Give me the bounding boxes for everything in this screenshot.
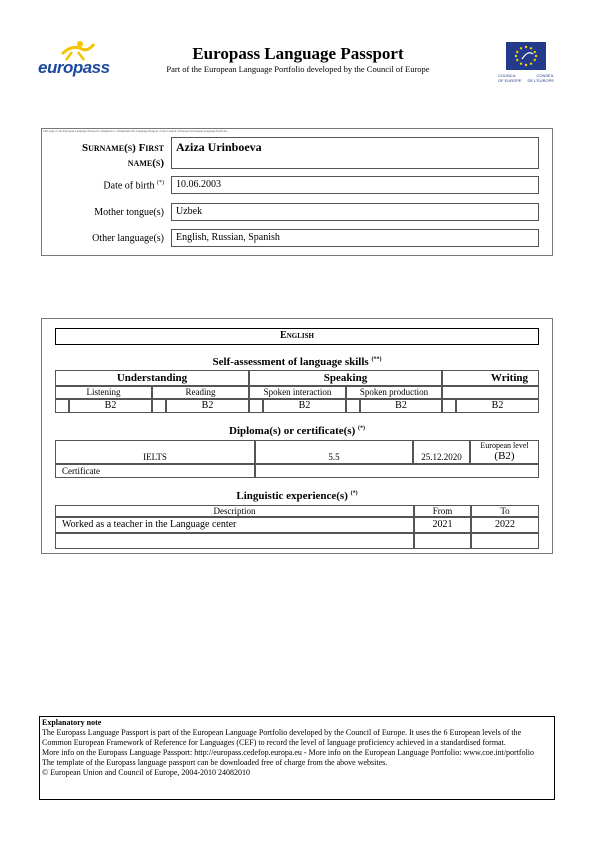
self-note-mark: (**) — [371, 356, 382, 363]
surname-label: Surname(s) First name(s) — [81, 142, 164, 169]
page-subtitle: Part of the European Language Portfolio developed by the Council of Europe — [166, 64, 430, 74]
level-spoken-production[interactable]: B2 — [360, 399, 442, 413]
level-interaction-code — [249, 399, 263, 413]
coe-label-fr-2: DE L'EUROPE — [527, 78, 554, 83]
experience-empty-from[interactable] — [414, 533, 471, 549]
diploma-empty-cell — [255, 464, 539, 478]
star-circle-icon — [506, 42, 546, 70]
experience-to[interactable]: 2022 — [471, 517, 539, 533]
fineprint: This page of the Europass Language Passport is designed to complement the Language Passport of the Council of Europe's European Language Portfolio. — [43, 129, 228, 133]
language-name: English — [280, 330, 314, 341]
experience-from[interactable]: 2021 — [414, 517, 471, 533]
note-line-4: © European Union and Council of Europe, 2004-2010 24082010 — [42, 768, 251, 777]
level-writing-code — [442, 399, 456, 413]
coe-label-en-2: OF EUROPE — [498, 78, 522, 83]
diploma-note-mark: (*) — [358, 425, 365, 432]
reading-header: Reading — [152, 386, 249, 399]
experience-title: Linguistic experience(s) (*) — [236, 490, 358, 502]
writing-subheader — [442, 386, 539, 399]
speaking-header: Speaking — [249, 370, 442, 386]
level-writing[interactable]: B2 — [456, 399, 539, 413]
coe-logo — [498, 42, 554, 90]
dob-label: Date of birth (*) — [103, 180, 164, 192]
mother-tongue-field[interactable] — [171, 203, 539, 221]
coe-label-en-1: COUNCIL — [498, 73, 517, 78]
mother-tongue-value: Uzbek — [176, 206, 203, 217]
european-level-cell[interactable] — [470, 440, 539, 464]
european-level-value: (B2) — [494, 450, 515, 462]
understanding-header: Understanding — [55, 370, 249, 386]
note-line-1: The Europass Language Passport is part of the European Language Portfolio developed by the Council of Europe. It uses the 6 European levels of the Common European Framework of Reference for Languages (CEF) to record the level of language proficiency achieved in a standardised format. — [42, 728, 522, 747]
diploma-name-cell[interactable]: IELTS — [55, 440, 255, 464]
level-reading-code — [152, 399, 166, 413]
to-header: To — [471, 505, 539, 517]
other-languages-value: English, Russian, Spanish — [176, 232, 280, 243]
coe-flag — [506, 42, 546, 70]
surname-value: Aziza Urinboeva — [176, 140, 262, 154]
mother-tongue-label: Mother tongue(s) — [94, 207, 164, 218]
other-languages-field[interactable] — [171, 229, 539, 247]
spoken-interaction-header: Spoken interaction — [249, 386, 346, 399]
experience-empty-description[interactable] — [55, 533, 414, 549]
europass-wordmark: europass — [38, 58, 110, 77]
european-level-label: European level — [480, 441, 529, 450]
europass-logo — [38, 40, 116, 80]
note-line-2: More info on the Europass Language Passport: http://europass.cedefop.europa.eu - More info on the European Language Portfolio: www.coe.int/portfolio — [42, 748, 535, 757]
level-spoken-interaction[interactable]: B2 — [263, 399, 346, 413]
level-production-code — [346, 399, 360, 413]
diploma-type-cell[interactable]: Certificate — [55, 464, 255, 478]
dob-note-mark: (*) — [157, 180, 164, 186]
self-assessment-title: Self-assessment of language skills (**) — [212, 356, 382, 368]
language-name-box — [55, 328, 539, 345]
coe-label-fr-1: CONSEIL — [536, 73, 554, 78]
diploma-score-cell[interactable]: 5.5 — [255, 440, 413, 464]
level-reading[interactable]: B2 — [166, 399, 249, 413]
dob-value: 10.06.2003 — [176, 179, 221, 190]
dob-field[interactable] — [171, 176, 539, 194]
description-header: Description — [55, 505, 414, 517]
note-title: Explanatory note — [42, 718, 102, 727]
from-header: From — [414, 505, 471, 517]
spoken-production-header: Spoken production — [346, 386, 442, 399]
surname-field[interactable] — [171, 137, 539, 169]
writing-header: Writing — [442, 370, 539, 386]
other-languages-label: Other language(s) — [92, 233, 164, 244]
explanatory-note — [39, 716, 555, 800]
diploma-title: Diploma(s) or certificate(s) (*) — [229, 425, 365, 437]
experience-empty-to[interactable] — [471, 533, 539, 549]
experience-description[interactable]: Worked as a teacher in the Language center — [55, 517, 414, 533]
listening-header: Listening — [55, 386, 152, 399]
level-listening-code — [55, 399, 69, 413]
note-line-3: The template of the Europass language passport can be downloaded free of charge from the above websites. — [42, 758, 388, 767]
level-listening[interactable]: B2 — [69, 399, 152, 413]
diploma-date-cell[interactable]: 25.12.2020 — [413, 440, 470, 464]
experience-note-mark: (*) — [350, 490, 358, 497]
page-title: Europass Language Passport — [192, 44, 404, 63]
